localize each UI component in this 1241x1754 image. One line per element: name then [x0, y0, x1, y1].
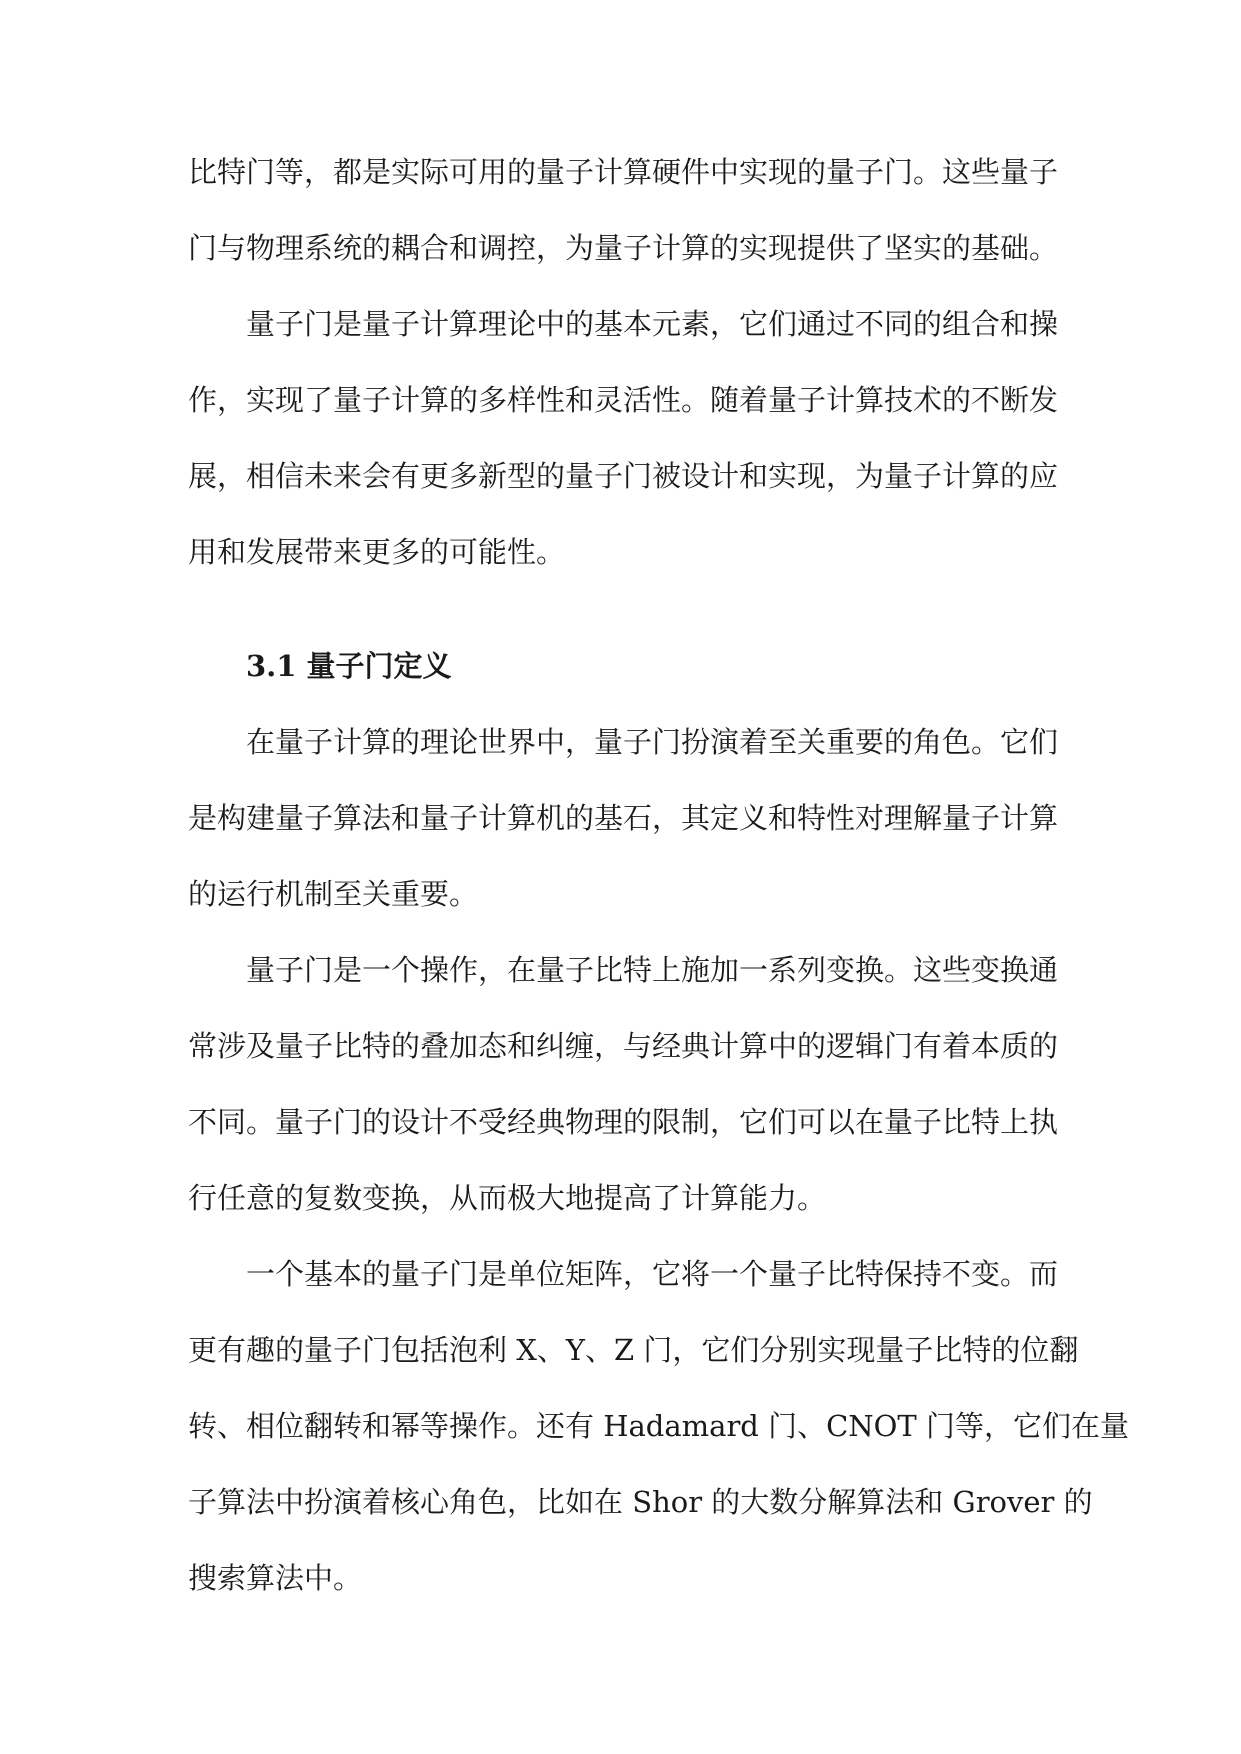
paragraph — [188, 1236, 1129, 1616]
text-line: 的运行机制至关重要。 — [188, 877, 479, 911]
text-line: 在量子计算的理论世界中，量子门扮演着至关重要的角色。它们 — [246, 725, 1059, 759]
text-line: 不同。量子门的设计不受经典物理的限制，它们可以在量子比特上执 — [188, 1105, 1059, 1139]
text-line: 行任意的复数变换，从而极大地提高了计算能力。 — [188, 1181, 827, 1215]
text-line: 比特门等，都是实际可用的量子计算硬件中实现的量子门。这些量子 — [188, 155, 1059, 189]
text-line: 更有趣的量子门包括泡利 X、Y、Z 门，它们分别实现量子比特的位翻 — [188, 1333, 1079, 1367]
paragraph-continuation — [188, 134, 1059, 286]
text-line: 用和发展带来更多的可能性。 — [188, 535, 566, 569]
text-line: 搜索算法中。 — [188, 1561, 363, 1595]
document-page — [188, 134, 1129, 1616]
text-line: 量子门是一个操作，在量子比特上施加一系列变换。这些变换通 — [246, 953, 1059, 987]
text-line: 子算法中扮演着核心角色，比如在 Shor 的大数分解算法和 Grover 的 — [188, 1485, 1093, 1519]
text-line: 作，实现了量子计算的多样性和灵活性。随着量子计算技术的不断发 — [188, 383, 1059, 417]
text-line: 门与物理系统的耦合和调控，为量子计算的实现提供了坚实的基础。 — [188, 231, 1059, 265]
paragraph — [188, 704, 1059, 932]
text-line: 转、相位翻转和幂等操作。还有 Hadamard 门、CNOT 门等，它们在量 — [188, 1409, 1129, 1443]
paragraph — [188, 932, 1059, 1236]
text-line: 常涉及量子比特的叠加态和纠缠，与经典计算中的逻辑门有着本质的 — [188, 1029, 1059, 1063]
text-line: 展，相信未来会有更多新型的量子门被设计和实现，为量子计算的应 — [188, 459, 1059, 493]
text-line: 是构建量子算法和量子计算机的基石，其定义和特性对理解量子计算 — [188, 801, 1059, 835]
section-heading: 3.1 量子门定义 — [246, 649, 452, 683]
paragraph — [188, 286, 1059, 590]
text-line: 量子门是量子计算理论中的基本元素，它们通过不同的组合和操 — [246, 307, 1059, 341]
text-line: 一个基本的量子门是单位矩阵，它将一个量子比特保持不变。而 — [246, 1257, 1059, 1291]
